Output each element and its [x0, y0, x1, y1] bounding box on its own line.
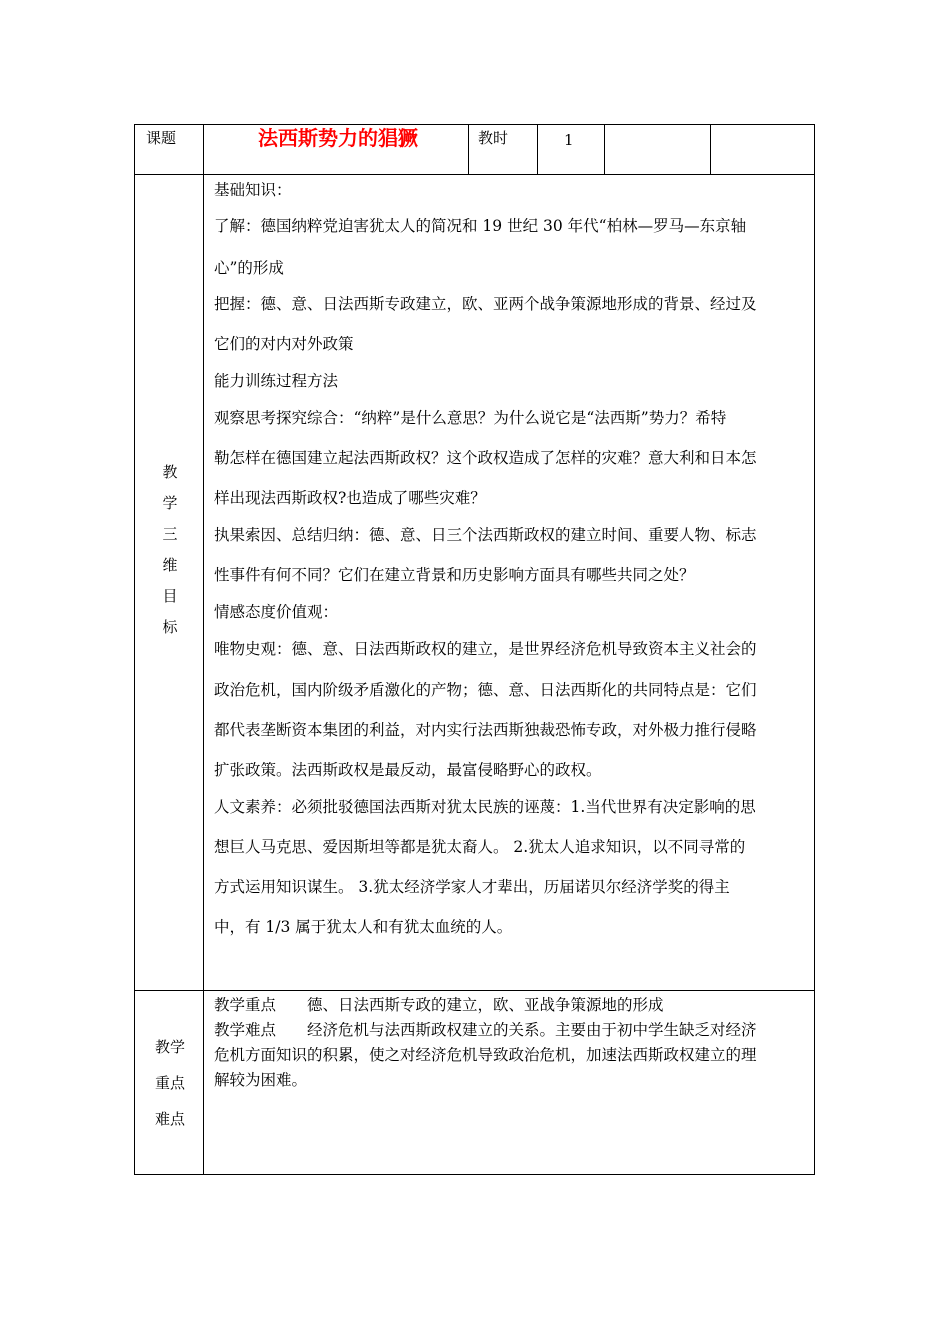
objective-line: 中，有 1/3 属于犹太人和有犹太血统的人。	[214, 918, 513, 936]
table-bottom-border	[134, 1174, 815, 1175]
objective-line: 基础知识：	[214, 181, 292, 199]
lesson-title: 法西斯势力的猖獗	[258, 126, 418, 150]
side-char: 目	[162, 587, 178, 605]
hours-label: 教时	[478, 129, 509, 147]
objective-line: 性事件有何不同？它们在建立背景和历史影响方面具有哪些共同之处？	[214, 566, 695, 584]
objective-line: 它们的对内对外政策	[214, 335, 354, 353]
focus-line: 解较为困难。	[214, 1071, 308, 1089]
side-char: 学	[162, 494, 178, 512]
hours-value: 1	[564, 131, 574, 149]
header-row-divider	[134, 174, 815, 175]
objective-line: 勒怎样在德国建立起法西斯政权？这个政权造成了怎样的灾难？意大利和日本怎	[214, 449, 757, 467]
side-label-line: 重点	[154, 1074, 185, 1092]
objective-line: 唯物史观：德、意、日法西斯政权的建立，是世界经济危机导致资本主义社会的	[214, 640, 757, 658]
side-char: 教	[162, 463, 178, 481]
side-char: 标	[162, 618, 178, 636]
objectives-side-label	[155, 457, 185, 643]
side-label-line: 难点	[154, 1110, 185, 1128]
objective-line: 把握：德、意、日法西斯专政建立，欧、亚两个战争策源地形成的背景、经过及	[214, 295, 757, 313]
focus-line: 教学重点 德、日法西斯专政的建立，欧、亚战争策源地的形成	[214, 996, 664, 1014]
objective-line: 想巨人马克思、爱因斯坦等都是犹太裔人。 2.犹太人追求知识，以不同寻常的	[214, 838, 746, 856]
objective-line: 能力训练过程方法	[214, 372, 339, 390]
objective-line: 观察思考探究综合：“纳粹”是什么意思？为什么说它是“法西斯”势力？希特	[214, 409, 727, 427]
objective-line: 执果索因、总结归纳：德、意、日三个法西斯政权的建立时间、重要人物、标志	[214, 526, 757, 544]
focus-line: 危机方面知识的积累，使之对经济危机导致政治危机，加速法西斯政权建立的理	[214, 1046, 757, 1064]
objective-line: 都代表垄断资本集团的利益，对内实行法西斯独裁恐怖专政，对外极力推行侵略	[214, 721, 757, 739]
hours-value-divider	[604, 124, 605, 175]
side-char: 三	[162, 525, 178, 543]
objective-line: 方式运用知识谋生。 3.犹太经济学家人才辈出，历届诺贝尔经济学奖的得主	[214, 878, 730, 896]
extra-column-divider	[710, 124, 711, 175]
title-column-divider	[468, 124, 469, 175]
side-char: 维	[162, 556, 178, 574]
topic-label: 课题	[146, 129, 177, 147]
hours-label-divider	[537, 124, 538, 175]
objective-line: 了解：德国纳粹党迫害犹太人的简况和 19 世纪 30 年代“柏林—罗马—东京轴	[214, 217, 747, 235]
objectives-row-divider	[134, 990, 815, 991]
focus-side-label	[145, 1029, 195, 1137]
objective-line: 情感态度价值观：	[214, 603, 339, 621]
objective-line: 人文素养：必须批驳德国法西斯对犹太民族的诬蔑：1.当代世界有决定影响的思	[214, 798, 756, 816]
objective-line: 政治危机，国内阶级矛盾激化的产物；德、意、日法西斯化的共同特点是：它们	[214, 681, 757, 699]
table-top-border	[134, 124, 815, 125]
side-label-line: 教学	[154, 1038, 185, 1056]
table-right-border	[814, 124, 815, 1175]
objective-line: 心”的形成	[214, 259, 284, 277]
objective-line: 扩张政策。法西斯政权是最反动，最富侵略野心的政权。	[214, 761, 602, 779]
label-column-divider	[203, 124, 204, 1175]
table-left-border	[134, 124, 135, 1175]
focus-line: 教学难点 经济危机与法西斯政权建立的关系。主要由于初中学生缺乏对经济	[214, 1021, 757, 1039]
objective-line: 样出现法西斯政权?也造成了哪些灾难？	[214, 489, 486, 507]
